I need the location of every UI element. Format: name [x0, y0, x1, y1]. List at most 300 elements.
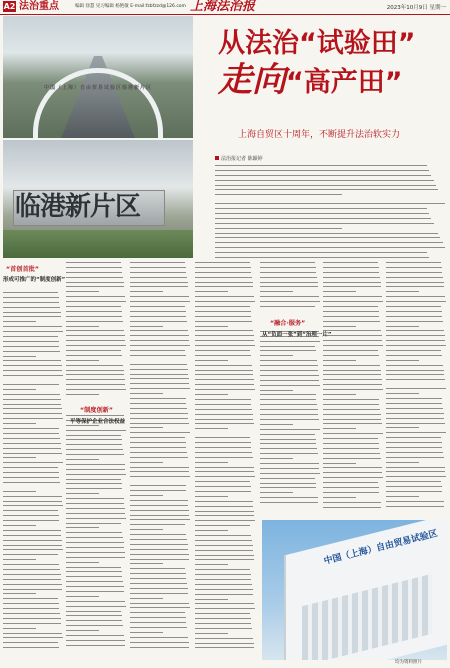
text-line: [386, 262, 441, 263]
text-line: [386, 301, 446, 302]
text-line: [130, 607, 190, 608]
text-line: [323, 306, 378, 307]
text-line: [66, 591, 124, 592]
text-line: [66, 316, 122, 317]
text-line: [195, 296, 254, 297]
text-line: [195, 564, 228, 565]
text-line: [66, 606, 126, 607]
headline-emphasis: 走向: [218, 60, 286, 100]
text-line: [130, 505, 188, 506]
byline: [215, 155, 263, 162]
text-line: [195, 262, 250, 263]
text-line: [260, 350, 316, 351]
text-line: [260, 385, 320, 386]
text-line: [66, 435, 121, 436]
text-line: [260, 365, 318, 366]
text-line: [386, 403, 442, 404]
text-line: [215, 223, 434, 224]
text-line: [130, 583, 187, 584]
text-line: [130, 374, 188, 375]
subhead-1: “首创首批”: [6, 266, 39, 273]
text-line: [195, 559, 254, 560]
text-line: [130, 559, 189, 560]
headline-line-2-rest: “高产田”: [286, 67, 403, 98]
text-line: [3, 462, 63, 463]
text-line: [386, 447, 442, 448]
text-line: [323, 350, 378, 351]
text-line: [3, 384, 59, 385]
text-line: [323, 458, 381, 459]
text-line: [66, 625, 123, 626]
text-line: [130, 593, 188, 594]
text-line: [195, 481, 250, 482]
text-line: [195, 467, 254, 468]
text-line: [323, 384, 382, 385]
text-line: [195, 277, 252, 278]
text-line: [260, 286, 318, 287]
text-line: [195, 350, 250, 351]
text-line: [386, 374, 444, 375]
text-line: [66, 488, 122, 489]
text-line: [386, 442, 442, 443]
text-line: [260, 453, 318, 454]
text-line: [3, 316, 61, 317]
text-line: [195, 340, 254, 341]
text-line: [323, 262, 378, 263]
text-line: [66, 394, 99, 395]
text-line: [386, 452, 443, 453]
text-line: [386, 481, 441, 482]
text-line: [3, 297, 59, 298]
text-line: [195, 574, 251, 575]
text-line: [130, 277, 187, 278]
text-line: [3, 428, 59, 429]
editors-line: 编辑 徐慧 见习编辑 杨艳敏 E-mail:fzbfzzd@126.com: [75, 4, 186, 9]
text-line: [260, 473, 320, 474]
text-line: [195, 389, 255, 390]
text-line: [386, 267, 442, 268]
subhead-2-line: 平等保护企业合法权益: [70, 419, 126, 425]
text-line: [66, 483, 122, 484]
text-line: [260, 296, 319, 297]
text-line: [386, 340, 445, 341]
text-line: [323, 438, 378, 439]
text-line: [195, 442, 251, 443]
text-line: [130, 286, 188, 287]
text-line: [66, 374, 124, 375]
text-line: [3, 307, 60, 308]
text-line: [215, 228, 342, 229]
text-line: [130, 578, 186, 579]
text-line: [386, 286, 444, 287]
text-line: [195, 355, 251, 356]
text-line: [386, 350, 441, 351]
text-line: [195, 272, 251, 273]
text-line: [3, 477, 59, 478]
text-line: [215, 242, 443, 243]
text-line: [66, 291, 99, 292]
text-line: [260, 468, 319, 469]
text-line: [195, 374, 253, 375]
text-line: [195, 316, 251, 317]
text-line: [386, 360, 419, 361]
text-line: [386, 296, 445, 297]
text-line: [3, 505, 63, 506]
text-line: [260, 443, 316, 444]
text-line: [215, 170, 429, 171]
text-line: [260, 390, 293, 391]
issue-date: 2023年10月9日 星期一: [386, 5, 446, 11]
text-line: [3, 438, 60, 439]
text-line: [66, 576, 122, 577]
text-line: [3, 545, 62, 546]
text-line: [130, 296, 189, 297]
text-line: [130, 568, 185, 569]
text-line: [66, 615, 122, 616]
text-line: [66, 286, 124, 287]
text-line: [323, 316, 379, 317]
text-line: [323, 433, 383, 434]
text-line: [3, 453, 62, 454]
building-photo: [262, 520, 447, 660]
text-line: [195, 384, 254, 385]
text-line: [66, 296, 125, 297]
road-gate-photo: [3, 16, 193, 138]
text-line: [323, 443, 379, 444]
text-line: [3, 302, 59, 303]
text-line: [66, 355, 122, 356]
text-line: [130, 603, 189, 604]
text-line: [3, 510, 58, 511]
text-line: [66, 503, 124, 504]
text-line: [130, 335, 189, 336]
text-line: [3, 608, 59, 609]
text-line: [66, 459, 99, 460]
text-line: [260, 404, 317, 405]
text-line: [386, 355, 442, 356]
text-line: [386, 457, 444, 458]
text-line: [66, 493, 99, 494]
text-line: [130, 495, 163, 496]
text-line: [215, 189, 438, 190]
text-line: [323, 467, 382, 468]
text-line: [323, 507, 381, 508]
text-line: [130, 398, 186, 399]
text-line: [386, 379, 445, 380]
headline-subtitle: 上海自贸区十周年，不断提升法治软实力: [238, 130, 401, 140]
text-line: [3, 501, 62, 502]
text-line: [66, 518, 126, 519]
text-line: [66, 527, 99, 528]
text-line: [386, 471, 445, 472]
text-line: [130, 427, 163, 428]
text-line: [130, 378, 189, 379]
text-line: [323, 301, 383, 302]
text-line: [215, 165, 427, 166]
text-line: [195, 330, 253, 331]
text-line: [195, 457, 253, 458]
text-line: [195, 525, 250, 526]
text-line: [323, 399, 379, 400]
text-line: [3, 321, 36, 322]
text-line: [323, 472, 382, 473]
text-line: [3, 642, 58, 643]
text-line: [66, 430, 126, 431]
text-line: [386, 345, 446, 346]
text-line: [66, 379, 125, 380]
text-line: [386, 272, 442, 273]
text-line: [323, 355, 379, 356]
text-line: [386, 388, 446, 389]
masthead: [0, 0, 450, 15]
text-line: [386, 496, 419, 497]
text-line: [260, 291, 293, 292]
text-line: [130, 350, 185, 351]
body-column-6: [323, 262, 383, 517]
text-line: [260, 409, 318, 410]
text-line: [386, 291, 419, 292]
text-line: [66, 469, 125, 470]
text-line: [3, 559, 36, 560]
text-line: [195, 486, 251, 487]
text-line: [215, 233, 438, 234]
text-line: [195, 404, 251, 405]
text-line: [3, 292, 58, 293]
text-line: [3, 647, 59, 648]
text-line: [386, 365, 443, 366]
text-line: [260, 394, 316, 395]
text-line: [323, 428, 356, 429]
text-line: [66, 601, 125, 602]
text-line: [195, 414, 253, 415]
text-line: [130, 272, 186, 273]
text-line: [66, 360, 99, 361]
text-line: [130, 554, 189, 555]
text-line: [386, 282, 444, 283]
text-line: [195, 623, 251, 624]
text-line: [130, 524, 185, 525]
text-line: [130, 612, 185, 613]
text-line: [323, 345, 383, 346]
text-line: [66, 567, 121, 568]
text-line: [323, 340, 382, 341]
sign-photo: [3, 140, 193, 258]
text-line: [66, 370, 124, 371]
text-line: [130, 500, 188, 501]
text-line: [66, 640, 125, 641]
lead-paragraph: [215, 165, 445, 265]
text-line: [3, 540, 62, 541]
text-line: [130, 627, 187, 628]
text-line: [195, 462, 228, 463]
text-line: [323, 404, 379, 405]
body-column-3: [130, 262, 190, 662]
text-line: [195, 638, 253, 639]
text-line: [260, 478, 315, 479]
text-line: [3, 331, 63, 332]
text-line: [215, 213, 429, 214]
text-line: [386, 491, 442, 492]
text-line: [66, 384, 125, 385]
text-line: [66, 498, 124, 499]
text-line: [195, 579, 251, 580]
byline-marker: [215, 156, 219, 160]
text-line: [130, 637, 188, 638]
text-line: [3, 515, 59, 516]
text-line: [260, 487, 316, 488]
text-line: [260, 424, 293, 425]
text-line: [3, 346, 59, 347]
text-line: [195, 335, 254, 336]
text-line: [3, 598, 58, 599]
text-line: [3, 375, 63, 376]
text-line: [66, 306, 121, 307]
text-line: [195, 345, 255, 346]
text-line: [323, 409, 380, 410]
text-line: [260, 429, 320, 430]
text-line: [323, 311, 379, 312]
text-line: [66, 330, 124, 331]
text-line: [260, 301, 320, 302]
text-line: [195, 643, 254, 644]
text-line: [260, 370, 318, 371]
text-line: [66, 350, 121, 351]
text-line: [3, 482, 60, 483]
text-line: [323, 379, 382, 380]
text-line: [386, 408, 443, 409]
text-line: [386, 437, 441, 438]
text-line: [323, 389, 383, 390]
text-line: [323, 335, 382, 336]
text-line: [130, 369, 188, 370]
text-line: [195, 603, 254, 604]
text-line: [195, 301, 255, 302]
text-line: [3, 443, 61, 444]
text-line: [130, 476, 190, 477]
text-line: [195, 647, 254, 648]
text-line: [130, 345, 190, 346]
subhead-3: “融合·服务”: [270, 320, 306, 327]
text-line: [323, 272, 379, 273]
text-line: [3, 394, 60, 395]
text-line: [195, 452, 252, 453]
text-line: [3, 603, 59, 604]
text-line: [66, 537, 123, 538]
text-line: [195, 321, 252, 322]
text-line: [195, 628, 252, 629]
text-line: [130, 413, 188, 414]
paper-name: 上海法治报: [190, 0, 256, 14]
text-line: [3, 535, 61, 536]
text-line: [130, 262, 185, 263]
text-line: [130, 573, 186, 574]
text-line: [66, 389, 126, 390]
text-line: [130, 462, 163, 463]
text-line: [3, 549, 63, 550]
body-column-7: [386, 262, 446, 517]
text-line: [260, 262, 315, 263]
text-line: [215, 247, 445, 248]
headline-line-2: [218, 60, 403, 100]
text-line: [195, 471, 254, 472]
text-line: [130, 311, 186, 312]
text-line: [323, 419, 381, 420]
text-line: [195, 540, 252, 541]
text-line: [66, 635, 124, 636]
text-line: [66, 444, 122, 445]
text-line: [3, 633, 62, 634]
text-line: [66, 611, 121, 612]
text-line: [130, 529, 163, 530]
text-line: [130, 418, 188, 419]
text-line: [215, 180, 434, 181]
page-number: A2: [3, 2, 16, 11]
text-line: [195, 326, 228, 327]
headline-line-1: 从法治“试验田”: [218, 28, 416, 59]
text-line: [260, 502, 318, 503]
text-line: [195, 515, 254, 516]
body-column-4: [195, 262, 255, 662]
text-line: [323, 326, 356, 327]
text-line: [3, 472, 59, 473]
text-line: [3, 423, 36, 424]
text-line: [260, 346, 315, 347]
text-line: [66, 340, 125, 341]
text-line: [386, 370, 444, 371]
text-line: [3, 351, 60, 352]
text-line: [386, 476, 446, 477]
text-line: [66, 508, 125, 509]
text-line: [260, 360, 317, 361]
text-line: [66, 311, 122, 312]
text-line: [195, 365, 252, 366]
text-line: [3, 448, 61, 449]
text-line: [3, 569, 60, 570]
text-line: [66, 620, 122, 621]
text-line: [3, 356, 36, 357]
text-line: [195, 599, 228, 600]
text-line: [130, 642, 189, 643]
text-line: [130, 326, 163, 327]
text-line: [66, 272, 122, 273]
text-line: [323, 497, 356, 498]
text-line: [323, 482, 378, 483]
text-line: [66, 552, 125, 553]
text-line: [195, 267, 251, 268]
text-line: [386, 398, 442, 399]
text-line: [3, 491, 36, 492]
text-line: [130, 355, 186, 356]
text-line: [3, 413, 62, 414]
text-line: [195, 291, 228, 292]
text-line: [3, 312, 61, 313]
text-line: [386, 277, 443, 278]
text-line: [323, 360, 356, 361]
text-line: [323, 296, 382, 297]
text-line: [323, 365, 380, 366]
text-line: [66, 523, 121, 524]
text-line: [130, 452, 187, 453]
text-line: [323, 487, 379, 488]
text-line: [195, 618, 251, 619]
sign-text: 临港新片区: [15, 192, 141, 222]
text-line: [130, 447, 186, 448]
text-line: [66, 596, 99, 597]
gate-arch: [33, 68, 163, 138]
text-line: [130, 490, 186, 491]
body-column-5: [260, 262, 320, 517]
text-line: [386, 326, 419, 327]
